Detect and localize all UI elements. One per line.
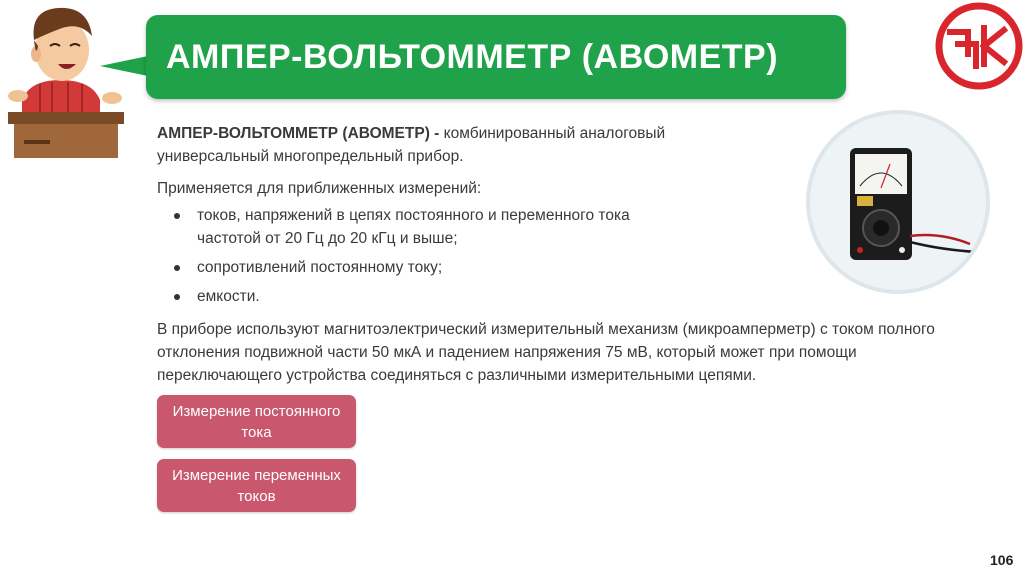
intro-definition: комбинированный аналоговый универсальный многопредельный прибор. [157, 125, 666, 165]
dc-measurement-button[interactable]: Измерение постоянного тока [157, 395, 356, 448]
list-item: емкости. [157, 285, 677, 308]
speech-tail [100, 56, 148, 76]
list-item: токов, напряжений в цепях постоянного и переменного тока частотой от 20 Гц до 20 кГц и выше; [157, 204, 677, 250]
description-paragraph: В приборе используют магнитоэлектрический измерительный механизм (микроамперметр) с током полного отклонения подвижной части 50 мкА и падением напряжения 75 мВ, который может при помощи переключающего устройства соединяться с различными измерительными цепями. [157, 321, 935, 384]
page-title: АМПЕР-ВОЛЬТОММЕТР (АВОМЕТР) [166, 37, 779, 76]
title-banner [146, 15, 846, 99]
measurements-list [157, 204, 677, 314]
list-item: сопротивлений постоянному току; [157, 256, 677, 279]
intro-term: АМПЕР-ВОЛЬТОММЕТР (АВОМЕТР) - [157, 125, 440, 142]
institution-logo-icon [934, 2, 1024, 90]
ac-measurement-button[interactable]: Измерение переменных токов [157, 459, 356, 512]
applies-text: Применяется для приближенных измерений: [157, 180, 482, 197]
multimeter-image [806, 110, 990, 294]
page-number: 106 [990, 552, 1014, 568]
teacher-character-icon [0, 0, 130, 160]
multimeter-icon [810, 114, 986, 290]
intro-paragraph [157, 122, 717, 168]
